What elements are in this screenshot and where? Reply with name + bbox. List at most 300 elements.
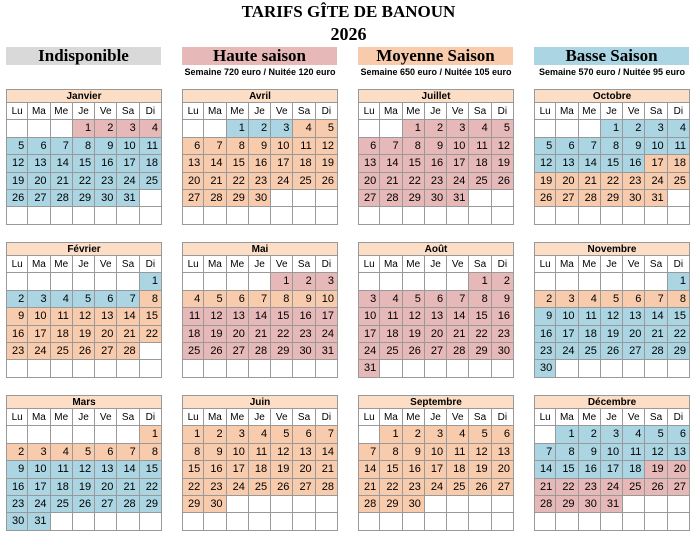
weekday-header: Di	[668, 256, 690, 273]
day-cell: 7	[645, 291, 667, 308]
day-cell: 25	[469, 173, 491, 190]
day-cell: 14	[316, 444, 338, 461]
month-août	[358, 242, 514, 378]
day-cell: 1	[227, 120, 249, 137]
empty-cell	[293, 360, 315, 377]
day-cell: 20	[556, 173, 578, 190]
weekday-header: Ve	[447, 409, 469, 426]
day-cell: 25	[293, 173, 315, 190]
empty-cell	[293, 513, 315, 530]
day-cell: 3	[425, 426, 447, 443]
day-cell: 7	[380, 138, 402, 155]
weekday-header: Lu	[534, 256, 556, 273]
day-cell: 4	[293, 120, 315, 137]
empty-cell	[579, 273, 601, 290]
day-cell: 28	[645, 343, 667, 360]
day-cell: 30	[492, 343, 514, 360]
day-cell: 24	[117, 173, 139, 190]
weekday-header: Je	[425, 103, 447, 120]
day-cell: 15	[140, 308, 162, 325]
day-cell: 21	[534, 479, 556, 496]
empty-cell	[117, 207, 139, 224]
day-cell: 19	[601, 326, 623, 343]
day-cell: 23	[6, 496, 28, 513]
day-cell: 21	[117, 479, 139, 496]
day-cell: 20	[358, 173, 380, 190]
day-cell: 24	[28, 496, 50, 513]
empty-cell	[623, 513, 645, 530]
day-cell: 11	[249, 444, 271, 461]
weekday-header: Ve	[623, 103, 645, 120]
day-cell: 8	[601, 138, 623, 155]
day-cell: 1	[601, 120, 623, 137]
day-cell: 10	[447, 138, 469, 155]
empty-cell	[425, 513, 447, 530]
day-cell: 29	[668, 343, 690, 360]
day-cell: 27	[182, 190, 204, 207]
day-cell: 8	[140, 291, 162, 308]
day-cell: 13	[623, 308, 645, 325]
day-cell: 16	[204, 461, 226, 478]
day-cell: 20	[28, 173, 50, 190]
empty-cell	[271, 207, 293, 224]
day-cell: 28	[358, 496, 380, 513]
month-novembre	[534, 242, 690, 378]
day-cell: 27	[358, 190, 380, 207]
day-cell: 24	[425, 479, 447, 496]
empty-cell	[668, 513, 690, 530]
empty-cell	[204, 273, 226, 290]
empty-cell	[403, 207, 425, 224]
day-cell: 5	[316, 120, 338, 137]
weekday-header: Di	[316, 409, 338, 426]
day-cell: 31	[117, 190, 139, 207]
empty-cell	[95, 426, 117, 443]
weekday-header: Lu	[358, 409, 380, 426]
day-cell: 12	[73, 461, 95, 478]
day-cell: 11	[51, 308, 73, 325]
day-cell: 25	[623, 479, 645, 496]
day-cell: 3	[227, 426, 249, 443]
day-cell: 18	[293, 155, 315, 172]
empty-cell	[51, 360, 73, 377]
day-cell: 25	[182, 343, 204, 360]
day-cell: 25	[668, 173, 690, 190]
day-cell: 19	[534, 173, 556, 190]
empty-cell	[403, 360, 425, 377]
day-cell: 15	[403, 155, 425, 172]
empty-cell	[73, 207, 95, 224]
day-cell: 30	[249, 190, 271, 207]
month-name: Janvier	[6, 89, 162, 103]
empty-cell	[645, 496, 667, 513]
empty-cell	[534, 120, 556, 137]
empty-cell	[117, 273, 139, 290]
day-cell: 9	[403, 444, 425, 461]
legend-b-price: Semaine 570 euro / Nuitée 95 euro	[538, 67, 686, 77]
weekday-header: Di	[668, 409, 690, 426]
day-cell: 15	[380, 461, 402, 478]
day-cell: 29	[601, 190, 623, 207]
day-cell: 16	[534, 326, 556, 343]
empty-cell	[380, 273, 402, 290]
empty-cell	[227, 207, 249, 224]
day-cell: 16	[492, 308, 514, 325]
day-cell: 1	[73, 120, 95, 137]
day-cell: 17	[601, 461, 623, 478]
weekday-header: Ve	[271, 256, 293, 273]
weekday-header: Je	[249, 256, 271, 273]
day-cell: 13	[28, 155, 50, 172]
empty-cell	[182, 207, 204, 224]
day-cell: 25	[447, 479, 469, 496]
day-cell: 16	[579, 461, 601, 478]
empty-cell	[447, 360, 469, 377]
day-cell: 16	[403, 461, 425, 478]
day-cell: 31	[645, 190, 667, 207]
empty-cell	[447, 496, 469, 513]
day-cell: 23	[249, 173, 271, 190]
empty-cell	[140, 513, 162, 530]
day-cell: 4	[469, 120, 491, 137]
day-cell: 18	[623, 461, 645, 478]
empty-cell	[579, 207, 601, 224]
empty-cell	[358, 120, 380, 137]
day-cell: 29	[182, 496, 204, 513]
day-cell: 20	[182, 173, 204, 190]
empty-cell	[227, 496, 249, 513]
weekday-header: Ve	[95, 256, 117, 273]
day-cell: 10	[425, 444, 447, 461]
empty-cell	[204, 207, 226, 224]
day-cell: 16	[6, 479, 28, 496]
day-cell: 24	[358, 343, 380, 360]
day-cell: 26	[534, 190, 556, 207]
day-cell: 6	[95, 291, 117, 308]
day-cell: 19	[73, 479, 95, 496]
day-cell: 6	[95, 444, 117, 461]
day-cell: 3	[358, 291, 380, 308]
day-cell: 4	[623, 426, 645, 443]
day-cell: 13	[95, 308, 117, 325]
weekday-header: Ve	[271, 409, 293, 426]
day-cell: 15	[601, 155, 623, 172]
day-cell: 23	[95, 173, 117, 190]
day-cell: 14	[117, 461, 139, 478]
empty-cell	[358, 513, 380, 530]
empty-cell	[492, 360, 514, 377]
day-cell: 26	[492, 173, 514, 190]
day-cell: 13	[556, 155, 578, 172]
weekday-header: Ma	[28, 409, 50, 426]
empty-cell	[358, 207, 380, 224]
day-cell: 31	[358, 360, 380, 377]
day-cell: 27	[227, 343, 249, 360]
day-cell: 20	[492, 461, 514, 478]
day-cell: 19	[204, 326, 226, 343]
empty-cell	[645, 513, 667, 530]
day-cell: 12	[271, 444, 293, 461]
empty-cell	[668, 496, 690, 513]
weekday-header: Lu	[6, 409, 28, 426]
day-cell: 7	[358, 444, 380, 461]
empty-cell	[73, 360, 95, 377]
day-cell: 6	[668, 426, 690, 443]
day-cell: 20	[95, 326, 117, 343]
day-cell: 21	[316, 461, 338, 478]
day-cell: 20	[623, 326, 645, 343]
day-cell: 17	[645, 155, 667, 172]
month-name: Juin	[182, 395, 338, 409]
day-cell: 1	[380, 426, 402, 443]
empty-cell	[95, 207, 117, 224]
empty-cell	[28, 273, 50, 290]
day-cell: 25	[140, 173, 162, 190]
day-cell: 24	[316, 326, 338, 343]
empty-cell	[425, 360, 447, 377]
day-cell: 14	[204, 155, 226, 172]
day-cell: 1	[469, 273, 491, 290]
day-cell: 27	[668, 479, 690, 496]
day-cell: 19	[403, 326, 425, 343]
day-cell: 28	[51, 190, 73, 207]
weekday-header: Me	[579, 256, 601, 273]
weekday-header: Me	[579, 409, 601, 426]
day-cell: 27	[293, 479, 315, 496]
weekday-header: Ma	[204, 409, 226, 426]
day-cell: 13	[95, 461, 117, 478]
day-cell: 18	[182, 326, 204, 343]
empty-cell	[271, 190, 293, 207]
empty-cell	[492, 190, 514, 207]
day-cell: 13	[668, 444, 690, 461]
empty-cell	[380, 513, 402, 530]
weekday-header: Je	[249, 103, 271, 120]
month-juillet	[358, 89, 514, 225]
weekday-header: Lu	[358, 256, 380, 273]
day-cell: 4	[380, 291, 402, 308]
day-cell: 2	[293, 273, 315, 290]
day-cell: 28	[117, 496, 139, 513]
weekday-header: Ma	[380, 103, 402, 120]
page-title: TARIFS GÎTE DE BANOUN	[241, 2, 456, 21]
empty-cell	[227, 360, 249, 377]
weekday-header: Ve	[623, 256, 645, 273]
day-cell: 2	[249, 120, 271, 137]
day-cell: 8	[668, 291, 690, 308]
day-cell: 25	[380, 343, 402, 360]
month-avril	[182, 89, 338, 225]
weekday-header: Di	[316, 103, 338, 120]
day-cell: 12	[204, 308, 226, 325]
day-cell: 3	[601, 426, 623, 443]
day-cell: 7	[117, 291, 139, 308]
weekday-header: Lu	[534, 409, 556, 426]
month-name: Novembre	[534, 242, 690, 256]
day-cell: 5	[534, 138, 556, 155]
weekday-header: Ve	[447, 103, 469, 120]
day-cell: 6	[358, 138, 380, 155]
day-cell: 11	[293, 138, 315, 155]
weekday-header: Ma	[204, 103, 226, 120]
day-cell: 15	[182, 461, 204, 478]
weekday-header: Di	[492, 409, 514, 426]
day-cell: 6	[28, 138, 50, 155]
empty-cell	[425, 207, 447, 224]
empty-cell	[492, 207, 514, 224]
day-cell: 6	[623, 291, 645, 308]
empty-cell	[249, 360, 271, 377]
day-cell: 14	[51, 155, 73, 172]
month-name: Octobre	[534, 89, 690, 103]
empty-cell	[271, 360, 293, 377]
empty-cell	[117, 360, 139, 377]
empty-cell	[556, 513, 578, 530]
day-cell: 23	[623, 173, 645, 190]
weekday-header: Lu	[358, 103, 380, 120]
day-cell: 12	[492, 138, 514, 155]
weekday-header: Ve	[95, 103, 117, 120]
day-cell: 20	[95, 479, 117, 496]
weekday-header: Lu	[6, 103, 28, 120]
empty-cell	[95, 273, 117, 290]
day-cell: 19	[469, 461, 491, 478]
weekday-header: Sa	[293, 409, 315, 426]
day-cell: 26	[645, 479, 667, 496]
empty-cell	[51, 207, 73, 224]
day-cell: 11	[447, 444, 469, 461]
empty-cell	[601, 360, 623, 377]
day-cell: 21	[51, 173, 73, 190]
weekday-header: Sa	[117, 409, 139, 426]
weekday-header: Lu	[182, 256, 204, 273]
day-cell: 21	[117, 326, 139, 343]
weekday-header: Sa	[645, 256, 667, 273]
day-cell: 2	[579, 426, 601, 443]
weekday-header: Me	[51, 103, 73, 120]
day-cell: 26	[271, 479, 293, 496]
legend-b: Basse Saison	[534, 47, 689, 65]
day-cell: 8	[556, 444, 578, 461]
day-cell: 16	[425, 155, 447, 172]
day-cell: 29	[469, 343, 491, 360]
empty-cell	[469, 207, 491, 224]
day-cell: 29	[140, 496, 162, 513]
day-cell: 7	[249, 291, 271, 308]
day-cell: 27	[28, 190, 50, 207]
day-cell: 7	[204, 138, 226, 155]
day-cell: 7	[316, 426, 338, 443]
weekday-header: Sa	[117, 256, 139, 273]
day-cell: 27	[95, 343, 117, 360]
weekday-header: Je	[249, 409, 271, 426]
day-cell: 12	[6, 155, 28, 172]
day-cell: 2	[204, 426, 226, 443]
day-cell: 20	[293, 461, 315, 478]
year-title: 2026	[330, 24, 367, 44]
day-cell: 24	[227, 479, 249, 496]
day-cell: 26	[601, 343, 623, 360]
empty-cell	[534, 207, 556, 224]
day-cell: 6	[492, 426, 514, 443]
day-cell: 4	[249, 426, 271, 443]
day-cell: 4	[668, 120, 690, 137]
day-cell: 26	[73, 343, 95, 360]
empty-cell	[316, 513, 338, 530]
day-cell: 21	[447, 326, 469, 343]
day-cell: 11	[579, 308, 601, 325]
day-cell: 22	[227, 173, 249, 190]
day-cell: 9	[579, 444, 601, 461]
day-cell: 30	[579, 496, 601, 513]
day-cell: 13	[293, 444, 315, 461]
day-cell: 10	[645, 138, 667, 155]
empty-cell	[668, 207, 690, 224]
empty-cell	[556, 120, 578, 137]
day-cell: 8	[271, 291, 293, 308]
day-cell: 23	[425, 173, 447, 190]
day-cell: 10	[227, 444, 249, 461]
empty-cell	[6, 120, 28, 137]
weekday-header: Me	[403, 409, 425, 426]
empty-cell	[534, 426, 556, 443]
empty-cell	[51, 513, 73, 530]
month-name: Décembre	[534, 395, 690, 409]
day-cell: 22	[601, 173, 623, 190]
empty-cell	[293, 207, 315, 224]
empty-cell	[668, 360, 690, 377]
day-cell: 27	[492, 479, 514, 496]
empty-cell	[358, 426, 380, 443]
day-cell: 21	[204, 173, 226, 190]
day-cell: 5	[73, 291, 95, 308]
empty-cell	[271, 513, 293, 530]
day-cell: 3	[316, 273, 338, 290]
day-cell: 14	[447, 308, 469, 325]
day-cell: 30	[204, 496, 226, 513]
empty-cell	[182, 360, 204, 377]
day-cell: 4	[182, 291, 204, 308]
empty-cell	[645, 207, 667, 224]
day-cell: 13	[425, 308, 447, 325]
weekday-header: Sa	[469, 409, 491, 426]
empty-cell	[227, 273, 249, 290]
day-cell: 29	[271, 343, 293, 360]
day-cell: 26	[469, 479, 491, 496]
weekday-header: Lu	[182, 409, 204, 426]
day-cell: 28	[204, 190, 226, 207]
day-cell: 11	[140, 138, 162, 155]
day-cell: 14	[249, 308, 271, 325]
month-juin	[182, 395, 338, 531]
weekday-header: Sa	[469, 103, 491, 120]
weekday-header: Ve	[271, 103, 293, 120]
day-cell: 10	[358, 308, 380, 325]
weekday-header: Ve	[623, 409, 645, 426]
day-cell: 9	[293, 291, 315, 308]
month-name: Septembre	[358, 395, 514, 409]
day-cell: 9	[249, 138, 271, 155]
day-cell: 19	[6, 173, 28, 190]
empty-cell	[579, 120, 601, 137]
empty-cell	[623, 207, 645, 224]
day-cell: 12	[73, 308, 95, 325]
weekday-header: Sa	[645, 409, 667, 426]
day-cell: 17	[556, 326, 578, 343]
day-cell: 16	[293, 308, 315, 325]
empty-cell	[28, 360, 50, 377]
weekday-header: Me	[227, 103, 249, 120]
